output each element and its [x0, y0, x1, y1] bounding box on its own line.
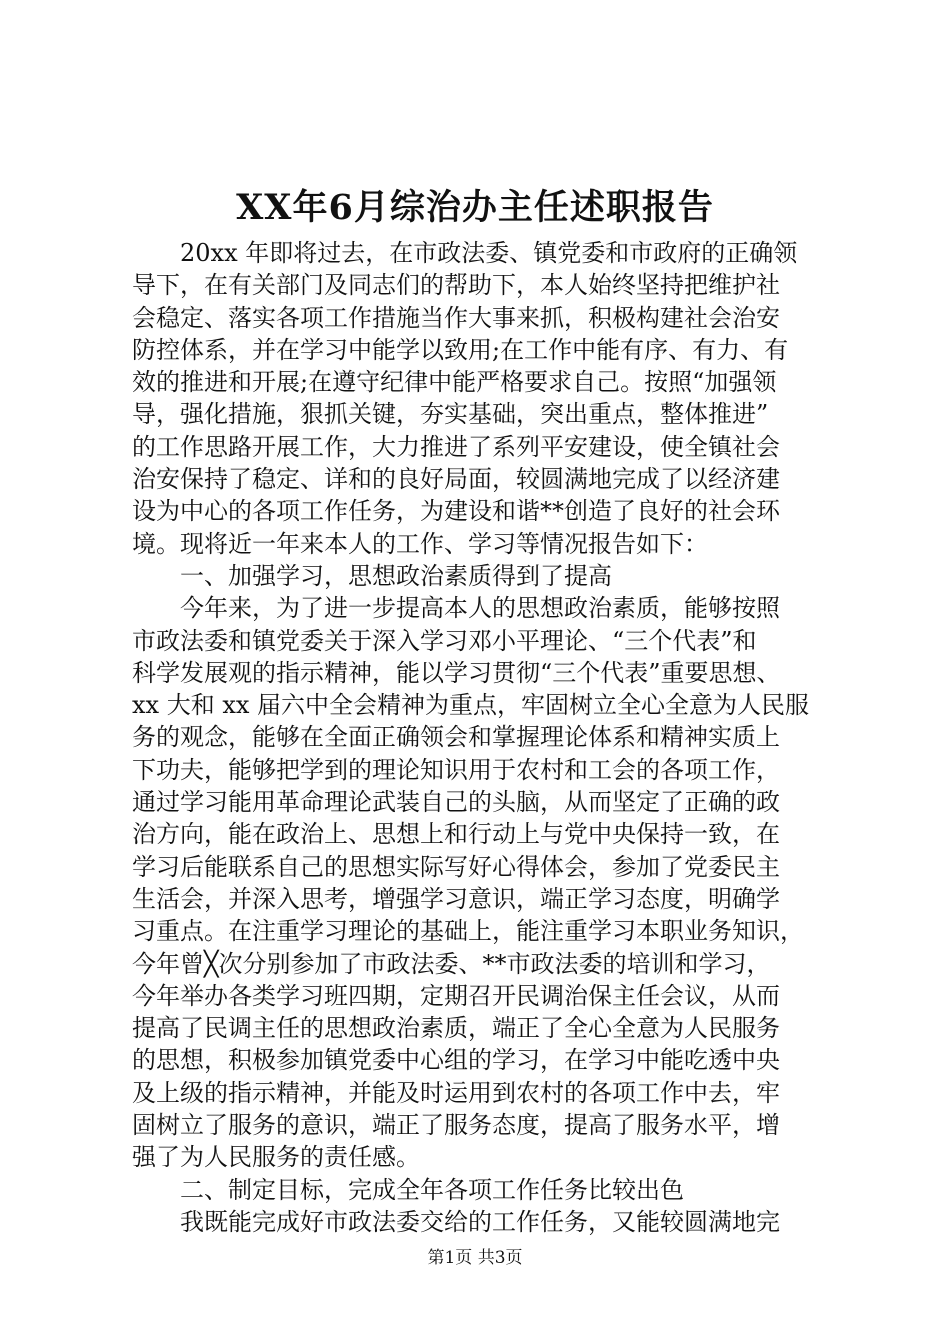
section-heading-1: 一、加强学习，思想政治素质得到了提高	[132, 561, 612, 590]
body-line-28: 固树立了服务的意识，端正了服务态度，提高了服务水平，增	[132, 1111, 780, 1140]
body-line-22: 习重点。在注重学习理论的基础上，能注重学习本职业务知识，	[132, 917, 804, 946]
body-line-13: 市政法委和镇党委关于深入学习邓小平理论、“三个代表”和	[132, 626, 757, 655]
body-line-18: 通过学习能用革命理论武装自己的头脑，从而坚定了正确的政	[132, 788, 780, 817]
body-line-7: 的工作思路开展工作，大力推进了系列平安建设，使全镇社会	[132, 432, 780, 461]
document-body	[132, 237, 852, 1238]
body-line-24: 今年举办各类学习班四期，定期召开民调治保主任会议，从而	[132, 981, 780, 1010]
body-line-17: 下功夫，能够把学到的理论知识用于农村和工会的各项工作，	[132, 755, 780, 784]
body-line-21: 生活会，并深入思考，增强学习意识，端正学习态度，明确学	[132, 884, 780, 913]
body-line-1: 20xx 年即将过去，在市政法委、镇党委和市政府的正确领	[132, 239, 798, 267]
body-line-10: 境。现将近一年来本人的工作、学习等情况报告如下：	[132, 529, 708, 558]
body-line-20: 学习后能联系自己的思想实际写好心得体会，参加了党委民主	[132, 852, 780, 881]
body-line-31: 我既能完成好市政法委交给的工作任务，又能较圆满地完	[132, 1207, 780, 1236]
body-line-8: 治安保持了稳定、详和的良好局面，较圆满地完成了以经济建	[132, 465, 780, 494]
page-footer: 第1页 共3页	[427, 1248, 523, 1268]
body-line-5: 效的推进和开展;在遵守纪律中能严格要求自己。按照“加强领	[132, 368, 777, 397]
section-heading-2: 二、制定目标，完成全年各项工作任务比较出色	[132, 1175, 684, 1204]
body-line-25: 提高了民调主任的思想政治素质，端正了全心全意为人民服务	[132, 1014, 780, 1043]
body-line-14: 科学发展观的指示精神，能以学习贯彻“三个代表”重要思想、	[132, 658, 781, 687]
body-line-26: 的思想，积极参加镇党委中心组的学习，在学习中能吃透中央	[132, 1046, 780, 1075]
body-line-27: 及上级的指示精神，并能及时运用到农村的各项工作中去，牢	[132, 1078, 780, 1107]
body-line-6: 导，强化措施，狠抓关键，夯实基础，突出重点，整体推进”	[132, 400, 769, 429]
body-line-2: 导下，在有关部门及同志们的帮助下，本人始终坚持把维护社	[132, 271, 780, 300]
body-line-9: 设为中心的各项工作任务，为建设和谐**创造了良好的社会环	[132, 497, 780, 526]
body-line-15: xx 大和 xx 届六中全会精神为重点，牢固树立全心全意为人民服	[132, 691, 810, 720]
body-line-19: 治方向，能在政治上、思想上和行动上与党中央保持一致，在	[132, 820, 780, 849]
body-line-12: 今年来，为了进一步提高本人的思想政治素质，能够按照	[132, 594, 780, 623]
body-line-16: 务的观念，能够在全面正确领会和掌握理论体系和精神实质上	[132, 723, 780, 752]
body-line-29: 强了为人民服务的责任感。	[132, 1143, 420, 1172]
body-line-3: 会稳定、落实各项工作措施当作大事来抓，积极构建社会治安	[132, 303, 780, 332]
body-line-4: 防控体系，并在学习中能学以致用;在工作中能有序、有力、有	[132, 335, 789, 364]
document-title: XX年6月综治办主任述职报告	[236, 187, 714, 228]
body-line-23: 今年曾╳次分别参加了市政法委、**市政法委的培训和学习，	[132, 949, 771, 978]
